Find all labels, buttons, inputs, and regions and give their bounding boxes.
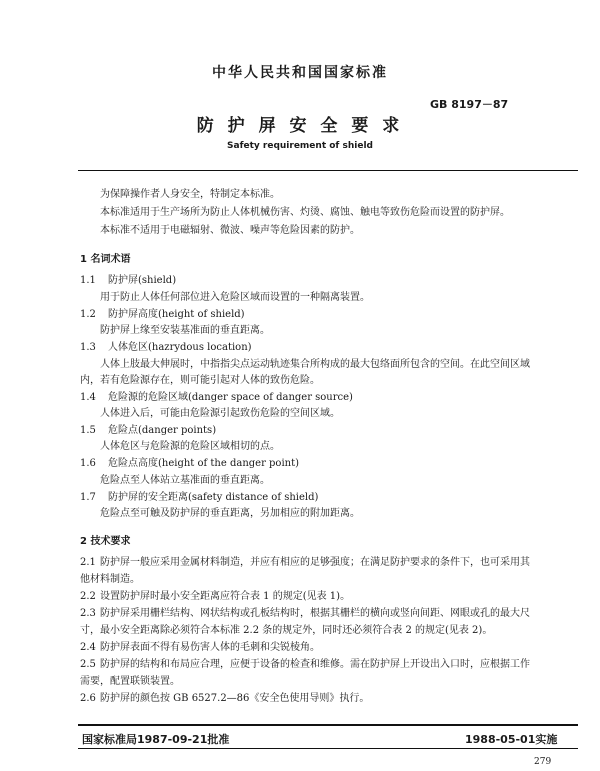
clause-number: 2.1 — [80, 557, 96, 568]
clause-number: 2.2 — [80, 591, 96, 602]
term-definition: 用于防止人体任何部位进入危险区域而设置的一种隔离装置。 — [100, 292, 370, 303]
intro-line: 为保障操作者人身安全，特制定本标准。 — [100, 189, 280, 200]
page-number: 279 — [534, 757, 552, 767]
term-definition-cont: 内，若有危险源存在，则可能引起对人体的致伤危险。 — [80, 375, 320, 386]
term-number: 1.3 — [80, 342, 96, 353]
term-definition: 防护屏上缘至安装基准面的垂直距离。 — [100, 325, 270, 336]
term-number: 1.4 — [80, 392, 96, 403]
footer-divider-top — [78, 724, 578, 726]
term-number: 1.1 — [80, 275, 96, 286]
effective-date: 1988-05-01实施 — [465, 733, 558, 746]
term-name: 人体危区(hazrydous location) — [108, 342, 252, 353]
term-name: 危险点高度(height of the danger point) — [108, 458, 300, 469]
standard-number: GB 8197－87 — [430, 98, 509, 111]
approval-date: 国家标准局1987-09-21批准 — [82, 733, 230, 746]
section-heading: 2 技术要求 — [80, 536, 131, 547]
term-number: 1.2 — [80, 309, 96, 320]
term-definition: 人体进入后，可能由危险源引起致伤危险的空间区域。 — [100, 408, 340, 419]
clause-text-cont: 他材料制造。 — [80, 574, 140, 585]
term-name: 危险源的危险区域(danger space of danger source) — [108, 392, 353, 403]
term-name: 防护屏(shield) — [108, 275, 177, 286]
clause-number: 2.6 — [80, 693, 96, 704]
section-heading: 1 名词术语 — [80, 254, 131, 265]
page-subtitle-en: Safety requirement of shield — [227, 141, 373, 151]
page-title: 防 护 屏 安 全 要 求 — [196, 116, 404, 136]
clause-text: 防护屏一般应采用金属材料制造，并应有相应的足够强度；在满足防护要求的条件下，也可采用其 — [100, 557, 530, 568]
term-name: 防护屏的安全距离(safety distance of shield) — [108, 492, 319, 503]
clause-number: 2.4 — [80, 642, 96, 653]
header-divider — [78, 170, 578, 171]
clause-text-cont: 需要，配置联锁装置。 — [80, 676, 180, 687]
clause-number: 2.5 — [80, 659, 96, 670]
term-name: 危险点(danger points) — [108, 425, 217, 436]
term-name: 防护屏高度(height of shield) — [108, 309, 245, 320]
term-number: 1.5 — [80, 425, 96, 436]
clause-number: 2.3 — [80, 608, 96, 619]
term-definition: 人体危区与危险源的危险区域相切的点。 — [100, 441, 280, 452]
clause-text: 防护屏表面不得有易伤害人体的毛刺和尖锐棱角。 — [100, 642, 320, 653]
issuing-org: 中华人民共和国国家标准 — [212, 65, 388, 81]
term-number: 1.7 — [80, 492, 96, 503]
intro-line: 本标准不适用于电磁辐射、微波、噪声等危险因素的防护。 — [100, 225, 360, 236]
clause-text: 防护屏采用栅栏结构、网状结构或孔板结构时，根据其栅栏的横向或竖向间距、网眼或孔的最大尺 — [100, 608, 530, 619]
clause-text: 设置防护屏时最小安全距离应符合表 1 的规定(见表 1)。 — [100, 591, 351, 602]
term-definition: 危险点至可触及防护屏的垂直距离，另加相应的附加距离。 — [100, 508, 360, 519]
term-definition: 人体上肢最大伸展时，中指指尖点运动轨迹集合所构成的最大包络面所包含的空间。在此空间区域 — [100, 359, 530, 370]
footer-divider-bottom — [78, 748, 578, 749]
term-definition: 危险点至人体站立基准面的垂直距离。 — [100, 475, 270, 486]
term-number: 1.6 — [80, 458, 96, 469]
intro-line: 本标准适用于生产场所为防止人体机械伤害、灼烫、腐蚀、触电等致伤危险而设置的防护屏。 — [100, 207, 510, 218]
clause-text: 防护屏的颜色按 GB 6527.2—86《安全色使用导则》执行。 — [100, 693, 370, 704]
clause-text: 防护屏的结构和布局应合理，应便于设备的检查和维修。需在防护屏上开设出入口时，应根据工作 — [100, 659, 530, 670]
clause-text-cont: 寸，最小安全距离除必须符合本标准 2.2 条的规定外，同时还必须符合表 2 的规定(见表 2)。 — [80, 625, 493, 636]
